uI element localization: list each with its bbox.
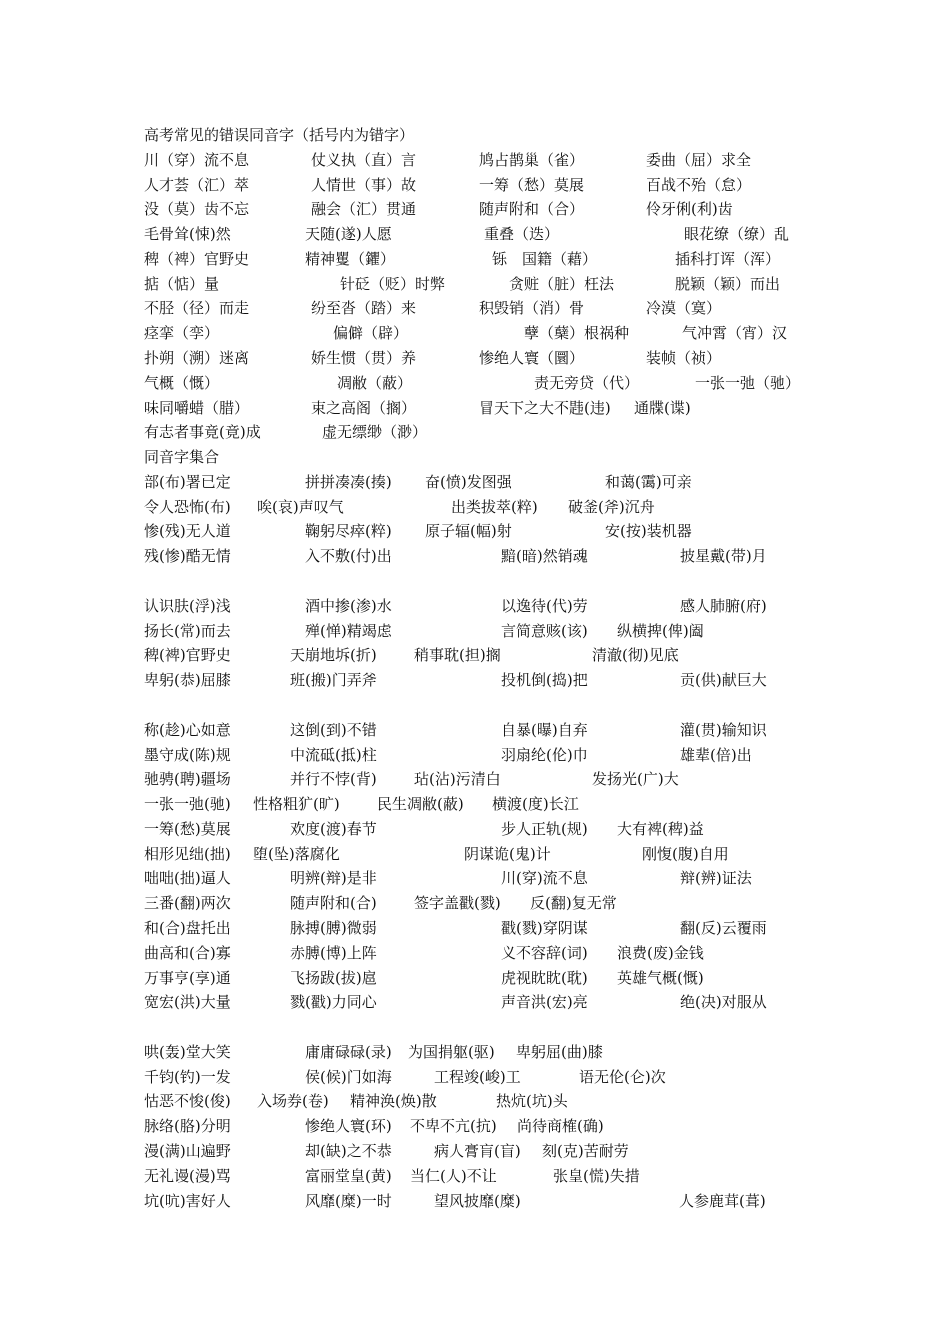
part1-entry: 偏僻（辟） xyxy=(333,324,409,342)
part2-entry: 称(趁)心如意 xyxy=(144,721,231,739)
part2-entry: 工程竣(峻)工 xyxy=(434,1068,521,1086)
part1-row xyxy=(0,173,950,197)
part1-entry: 虚无缥缈（渺） xyxy=(322,423,428,441)
part2-entry: 拼拼凑凑(揍) xyxy=(305,473,392,491)
part1-entry: 没（莫）齿不忘 xyxy=(144,200,250,218)
part2-entry: 欢度(渡)春节 xyxy=(290,820,377,838)
part2-entry: 声音洪(宏)亮 xyxy=(501,993,588,1011)
part2-entry: 翻(反)云覆雨 xyxy=(680,919,767,937)
part2-row xyxy=(0,1089,950,1113)
part2-entry: 披星戴(带)月 xyxy=(680,547,767,565)
part2-entry: 阴谋诡(鬼)计 xyxy=(464,845,551,863)
part2-entry: 飞扬跋(拔)扈 xyxy=(290,969,377,987)
part2-entry: 稗(裨)官野史 xyxy=(144,646,231,664)
part1-entry: 铄 国籍（藉） xyxy=(492,250,598,268)
part2-entry: 投机倒(捣)把 xyxy=(501,671,588,689)
part2-entry: 认识肤(浮)浅 xyxy=(144,597,231,615)
part2-row xyxy=(0,966,950,990)
part2-entry: 殚(惮)精竭虑 xyxy=(305,622,392,640)
part2-row xyxy=(0,743,950,767)
part2-entry: 宽宏(洪)大量 xyxy=(144,993,231,1011)
part2-entry: 卑躬(恭)屈膝 xyxy=(144,671,231,689)
part2-entry: 稍事耽(担)搁 xyxy=(414,646,501,664)
part2-row xyxy=(0,941,950,965)
part2-entry: 一筹(愁)莫展 xyxy=(144,820,231,838)
part2-entry: 浪费(废)金钱 xyxy=(617,944,704,962)
part2-entry: 羽扇纶(伦)巾 xyxy=(501,746,588,764)
part1-entry: 百战不殆（怠） xyxy=(646,176,752,194)
part2-entry: 为国捐躯(驱) xyxy=(408,1043,495,1061)
part2-entry: 酒中掺(渗)水 xyxy=(305,597,392,615)
part2-entry: 三番(翻)两次 xyxy=(144,894,231,912)
part1-entry: 毛骨耸(悚)然 xyxy=(144,225,231,243)
part1-entry: 重叠（迭） xyxy=(484,225,560,243)
part2-entry: 感人肺腑(府) xyxy=(680,597,767,615)
part2-entry: 川(穿)流不息 xyxy=(501,869,588,887)
part2-entry: 戮(戳)力同心 xyxy=(290,993,377,1011)
part2-row xyxy=(0,544,950,568)
part1-row xyxy=(0,321,950,345)
part2-entry: 扬长(常)而去 xyxy=(144,622,231,640)
part1-entry: 针砭（贬）时弊 xyxy=(340,275,446,293)
part2-entry: 当仁(人)不让 xyxy=(410,1167,497,1185)
part1-row xyxy=(0,197,950,221)
part2-entry: 残(惨)酷无情 xyxy=(144,547,231,565)
part2-row xyxy=(0,1164,950,1188)
part1-entry: 稗（裨）官野史 xyxy=(144,250,250,268)
part2-entry: 入不敷(付)出 xyxy=(305,547,392,565)
part2-entry: 中流砥(抵)柱 xyxy=(290,746,377,764)
part2-entry: 鞠躬尽瘁(粹) xyxy=(305,522,392,540)
part2-entry: 侯(候)门如海 xyxy=(305,1068,392,1086)
part2-entry: 令人恐怖(布) xyxy=(144,498,231,516)
part2-row xyxy=(0,990,950,1014)
part2-entry: 部(布)署已定 xyxy=(144,473,231,491)
part2-entry: 刚愎(腹)自用 xyxy=(642,845,729,863)
part2-entry: 自暴(曝)自弃 xyxy=(501,721,588,739)
part2-entry: 刻(克)苦耐劳 xyxy=(542,1142,629,1160)
part1-entry: 孽（蘖）根祸种 xyxy=(524,324,630,342)
part2-row xyxy=(0,916,950,940)
part1-row xyxy=(0,371,950,395)
part2-entry: 这倒(到)不错 xyxy=(290,721,377,739)
part1-entry: 味同嚼蜡（腊） xyxy=(144,399,250,417)
part2-row xyxy=(0,891,950,915)
part2-entry: 墨守成(陈)规 xyxy=(144,746,231,764)
part2-entry: 义不容辞(词) xyxy=(501,944,588,962)
part1-entry: 痉挛（孪） xyxy=(144,324,220,342)
part2-entry: 风靡(糜)一时 xyxy=(305,1192,392,1210)
part1-row xyxy=(0,247,950,271)
part1-entry: 一筹（愁）莫展 xyxy=(479,176,585,194)
part1-row xyxy=(0,272,950,296)
part2-entry: 班(搬)门弄斧 xyxy=(290,671,377,689)
part2-entry: 和(合)盘托出 xyxy=(144,919,231,937)
part2-entry: 反(翻)复无常 xyxy=(530,894,617,912)
part2-row xyxy=(0,1114,950,1138)
part2-entry: 惨(残)无人道 xyxy=(144,522,231,540)
part2-row xyxy=(0,693,950,717)
part1-entry: 不胫（径）而走 xyxy=(144,299,250,317)
part2-entry: 天崩地坼(折) xyxy=(290,646,377,664)
part2-entry: 哄(轰)堂大笑 xyxy=(144,1043,231,1061)
part2-entry: 并行不悖(背) xyxy=(290,770,377,788)
part1-row xyxy=(0,296,950,320)
part1-entry: 掂（惦）量 xyxy=(144,275,220,293)
part2-entry: 步人正轨(规) xyxy=(501,820,588,838)
part2-row xyxy=(0,594,950,618)
part2-row xyxy=(0,519,950,543)
part1-entry: 贪赃（脏）枉法 xyxy=(509,275,615,293)
part2-entry: 驰骋(聘)疆场 xyxy=(144,770,231,788)
part1-entry: 纷至沓（踏）来 xyxy=(311,299,417,317)
part2-entry: 破釜(斧)沉舟 xyxy=(568,498,655,516)
part2-row xyxy=(0,470,950,494)
part2-entry: 虎视眈眈(耽) xyxy=(501,969,588,987)
part2-entry: 贡(供)献巨大 xyxy=(680,671,767,689)
part2-entry: 尚待商榷(确) xyxy=(517,1117,604,1135)
part1-row xyxy=(0,222,950,246)
part2-row xyxy=(0,1040,950,1064)
part2-entry: 性格粗犷(旷) xyxy=(253,795,340,813)
part1-entry: 积毁销（消）骨 xyxy=(479,299,585,317)
part2-row xyxy=(0,495,950,519)
part2-entry: 随声附和(合) xyxy=(290,894,377,912)
part2-entry: 发扬光(广)大 xyxy=(592,770,679,788)
part2-entry: 签字盖戳(戮) xyxy=(414,894,501,912)
part2-entry: 以逸待(代)劳 xyxy=(501,597,588,615)
part1-entry: 插科打诨（浑） xyxy=(675,250,781,268)
part2-entry: 奋(愤)发图强 xyxy=(425,473,512,491)
part2-entry: 卑躬屈(曲)膝 xyxy=(516,1043,603,1061)
document-title xyxy=(0,123,950,147)
title-text: 高考常见的错误同音字（括号内为错字） xyxy=(144,126,415,144)
part2-entry: 一张一弛(驰) xyxy=(144,795,231,813)
section-heading xyxy=(0,445,950,469)
part2-entry: 漫(满)山遍野 xyxy=(144,1142,231,1160)
part2-entry: 黯(暗)然销魂 xyxy=(501,547,588,565)
part1-entry: 天随(遂)人愿 xyxy=(305,225,392,243)
part2-row xyxy=(0,792,950,816)
part1-entry: 凋敝（蔽） xyxy=(337,374,413,392)
part2-entry: 万事亨(享)通 xyxy=(144,969,231,987)
part2-entry: 病人膏肓(盲) xyxy=(434,1142,521,1160)
part2-entry: 坑(吭)害好人 xyxy=(144,1192,231,1210)
part2-entry: 千钧(钓)一发 xyxy=(144,1068,231,1086)
part1-entry: 束之高阁（搁） xyxy=(311,399,417,417)
part2-entry: 相形见绌(拙) xyxy=(144,845,231,863)
part2-entry: 入场券(卷) xyxy=(257,1092,329,1110)
part1-entry: 惨绝人寰（圜） xyxy=(479,349,585,367)
part1-entry: 随声附和（合） xyxy=(479,200,585,218)
part2-entry: 纵横捭(俾)阖 xyxy=(617,622,704,640)
part2-entry: 咄咄(拙)逼人 xyxy=(144,869,231,887)
part1-entry: 扑朔（溯）迷离 xyxy=(144,349,250,367)
part1-entry: 装帧（祯） xyxy=(646,349,722,367)
part1-row xyxy=(0,396,950,420)
part1-entry: 冷漠（寞） xyxy=(646,299,722,317)
part2-row xyxy=(0,1015,950,1039)
part2-entry: 辩(辨)证法 xyxy=(680,869,752,887)
part2-row xyxy=(0,718,950,742)
part2-entry: 语无伦(仑)次 xyxy=(579,1068,666,1086)
part1-row xyxy=(0,148,950,172)
part2-row xyxy=(0,817,950,841)
part2-entry: 不卑不亢(抗) xyxy=(410,1117,497,1135)
part2-entry: 民生凋敝(蔽) xyxy=(377,795,464,813)
part2-row xyxy=(0,668,950,692)
part1-entry: 川（穿）流不息 xyxy=(144,151,250,169)
part2-entry: 大有裨(稗)益 xyxy=(617,820,704,838)
part1-entry: 融会（汇）贯通 xyxy=(311,200,417,218)
part2-entry: 英雄气概(慨) xyxy=(617,969,704,987)
part1-entry: 鸠占鹊巢（雀） xyxy=(479,151,585,169)
part2-row xyxy=(0,767,950,791)
part1-entry: 眼花缭（缭）乱 xyxy=(684,225,790,243)
part2-entry: 和蔼(霭)可亲 xyxy=(605,473,692,491)
part1-entry: 一张一弛（驰） xyxy=(695,374,801,392)
part2-row xyxy=(0,1189,950,1213)
part1-entry: 通牒(谍) xyxy=(634,399,691,417)
part2-entry: 安(按)装机器 xyxy=(605,522,692,540)
part2-row xyxy=(0,1065,950,1089)
part2-entry: 唉(哀)声叹气 xyxy=(257,498,344,516)
part1-entry: 气冲霄（宵）汉 xyxy=(682,324,788,342)
part2-entry: 言简意赅(该) xyxy=(501,622,588,640)
part1-entry: 委曲（屈）求全 xyxy=(646,151,752,169)
part2-entry: 玷(沾)污清白 xyxy=(414,770,501,788)
part2-entry: 雄辈(倍)出 xyxy=(680,746,752,764)
part1-entry: 人情世（事）故 xyxy=(311,176,417,194)
part2-entry: 惨绝人寰(环) xyxy=(305,1117,392,1135)
part1-entry: 气概（慨） xyxy=(144,374,220,392)
part1-entry: 精神矍（鑺） xyxy=(305,250,396,268)
part1-entry: 仗义执（直）言 xyxy=(311,151,417,169)
part2-entry: 富丽堂皇(黄) xyxy=(305,1167,392,1185)
part1-entry: 有志者事竟(竟)成 xyxy=(144,423,261,441)
part2-entry: 庸庸碌碌(录) xyxy=(305,1043,392,1061)
part1-entry: 责无旁贷（代） xyxy=(534,374,640,392)
part2-entry: 戳(戮)穿阴谋 xyxy=(501,919,588,937)
part2-entry: 望风披靡(糜) xyxy=(434,1192,521,1210)
part2-entry: 热炕(坑)头 xyxy=(496,1092,568,1110)
part2-entry: 曲高和(合)寡 xyxy=(144,944,231,962)
part2-entry: 原子辐(幅)射 xyxy=(425,522,512,540)
part2-entry: 精神涣(焕)散 xyxy=(350,1092,437,1110)
part2-entry: 无礼谩(漫)骂 xyxy=(144,1167,231,1185)
part2-entry: 脉络(胳)分明 xyxy=(144,1117,231,1135)
part2-row xyxy=(0,643,950,667)
part2-row xyxy=(0,1139,950,1163)
part2-entry: 张皇(慌)失措 xyxy=(553,1167,640,1185)
part2-entry: 灌(贯)输知识 xyxy=(680,721,767,739)
part2-entry: 怙恶不悛(俊) xyxy=(144,1092,231,1110)
part1-entry: 脱颖（颖）而出 xyxy=(675,275,781,293)
part1-row xyxy=(0,346,950,370)
part2-entry: 明辨(辩)是非 xyxy=(290,869,377,887)
part1-entry: 人才荟（汇）萃 xyxy=(144,176,250,194)
part2-entry: 堕(坠)落腐化 xyxy=(253,845,340,863)
part2-entry: 赤膊(博)上阵 xyxy=(290,944,377,962)
part1-row xyxy=(0,420,950,444)
part2-row xyxy=(0,569,950,593)
part2-row xyxy=(0,866,950,890)
section-heading-text: 同音字集合 xyxy=(144,448,220,466)
part2-entry: 人参鹿茸(葺) xyxy=(679,1192,766,1210)
part1-entry: 娇生惯（贯）养 xyxy=(311,349,417,367)
part1-entry: 冒天下之大不韪(违) xyxy=(479,399,611,417)
part2-entry: 横渡(度)长江 xyxy=(492,795,579,813)
part2-entry: 脉搏(膊)微弱 xyxy=(290,919,377,937)
part2-entry: 却(缺)之不恭 xyxy=(305,1142,392,1160)
part2-entry: 出类拔萃(粹) xyxy=(451,498,538,516)
part2-row xyxy=(0,619,950,643)
part2-entry: 绝(决)对服从 xyxy=(680,993,767,1011)
part2-row xyxy=(0,842,950,866)
part1-entry: 伶牙俐(利)齿 xyxy=(646,200,733,218)
part2-entry: 清澈(彻)见底 xyxy=(592,646,679,664)
